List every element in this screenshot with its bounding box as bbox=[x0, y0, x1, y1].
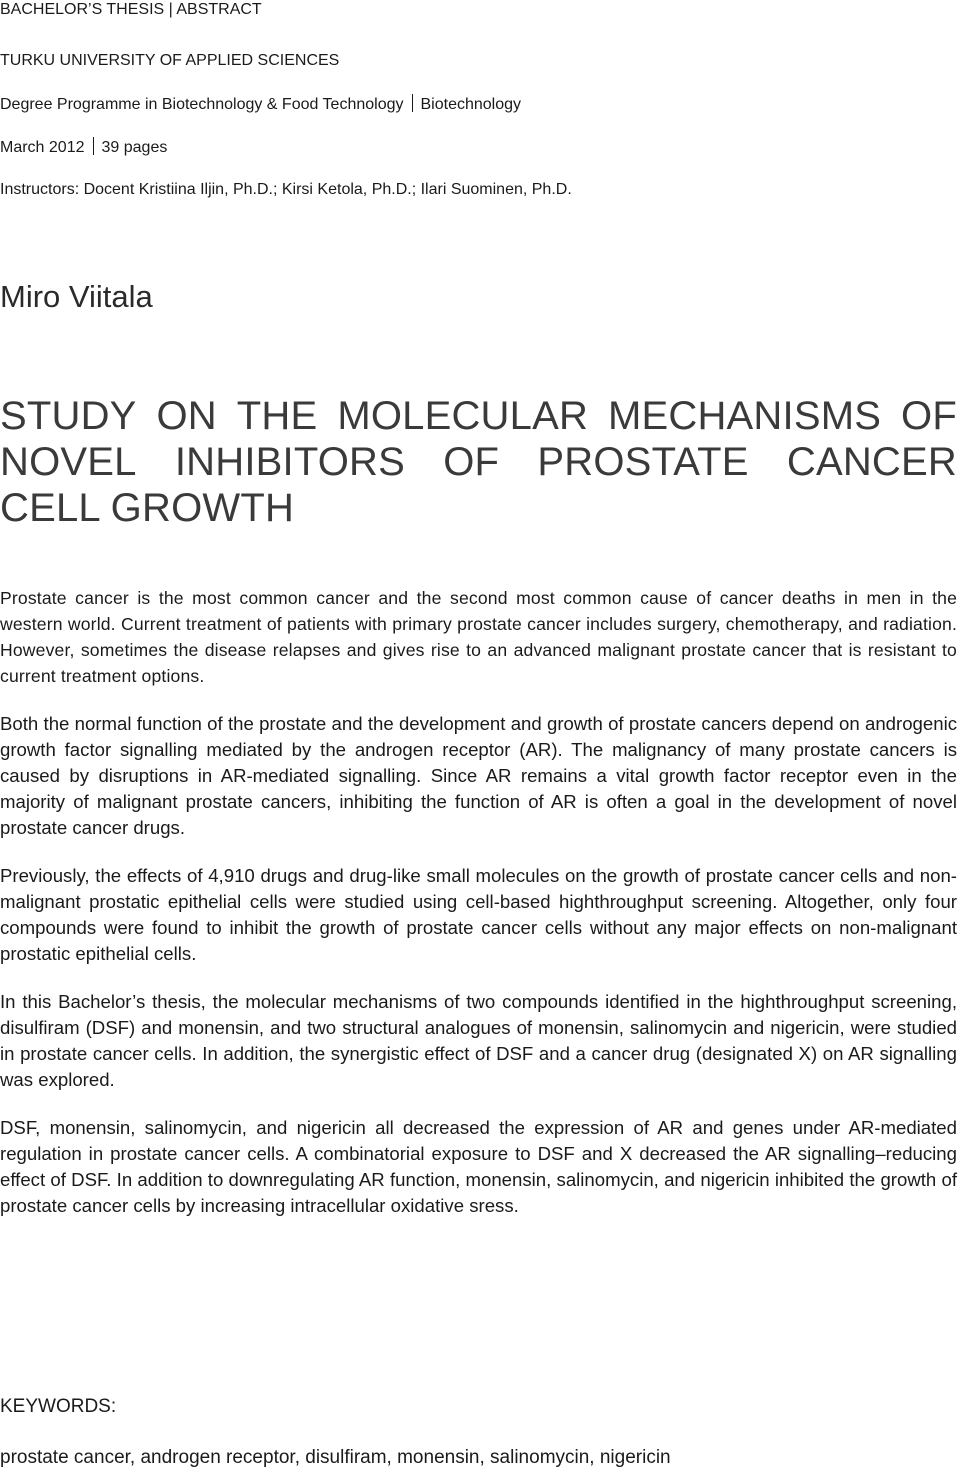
title-word: INHIBITORS bbox=[174, 440, 406, 484]
title-line-2 bbox=[0, 439, 957, 485]
instructors: Instructors: Docent Kristiina Iljin, Ph.D.; Kirsi Ketola, Ph.D.; Ilari Suominen, Ph.D. bbox=[0, 181, 572, 198]
abstract-paragraph-2: Both the normal function of the prostate and the development and growth of prostate cancers depend on androgenic growth factor signalling mediated by the androgen receptor (AR). The malignancy of many prostate cancers is caused by disruptions in AR-mediated signalling. Since AR remains a vital growth factor receptor even in the majority of malignant prostate cancers, inhibiting the function of AR is often a goal in the development of novel prostate cancer drugs. bbox=[0, 713, 957, 838]
title-word: ON bbox=[156, 394, 217, 438]
programme-text: Degree Programme in Biotechnology & Food Technology bbox=[0, 96, 404, 113]
title-word: OF bbox=[901, 394, 957, 438]
university-name: TURKU UNIVERSITY OF APPLIED SCIENCES bbox=[0, 52, 340, 69]
pages-text: 39 pages bbox=[101, 139, 168, 156]
keywords-list: prostate cancer, androgen receptor, disulfiram, monensin, salinomycin, nigericin bbox=[0, 1447, 671, 1468]
title-word: OF bbox=[443, 440, 500, 484]
date-text: March 2012 bbox=[0, 139, 85, 156]
title-word: STUDY bbox=[0, 394, 137, 438]
title-word: CANCER bbox=[786, 440, 957, 484]
doc-type-text: BACHELOR’S THESIS | ABSTRACT bbox=[0, 1, 262, 18]
separator bbox=[93, 137, 94, 155]
title-word: PROSTATE bbox=[537, 440, 749, 484]
abstract-paragraph-5: DSF, monensin, salinomycin, and nigericin all decreased the expression of AR and genes under AR-mediated regulation in prostate cancer cells. A combinatorial exposure to DSF and X decreased the AR signalling–reducing effect of DSF. In addition to downregulating AR function, monensin, salinomycin, and nigericin inhibited the growth of prostate cancer cells by increasing intracellular oxidative sress. bbox=[0, 1117, 957, 1216]
abstract-paragraph-3: Previously, the effects of 4,910 drugs and drug-like small molecules on the growth of prostate cancer cells and non-malignant prostatic epithelial cells were studied using cell-based highthroughput screening. Altogether, only four compounds were found to inhibit the growth of prostate cancer cells without any major effects on non-malignant prostatic epithelial cells. bbox=[0, 865, 957, 964]
title-word: THE bbox=[236, 394, 318, 438]
specialisation-text: Biotechnology bbox=[420, 96, 522, 113]
date-pages bbox=[0, 137, 167, 158]
separator bbox=[412, 94, 413, 112]
title-line-1 bbox=[0, 393, 957, 439]
abstract-paragraph-1: Prostate cancer is the most common cancer and the second most common cause of cancer deaths in men in the western world. Current treatment of patients with primary prostate cancer includes surgery, chemotherapy, and radiation. However, sometimes the disease relapses and gives rise to an advanced malignant prostate cancer that is resistant to current treatment options. bbox=[0, 588, 957, 686]
document-type bbox=[0, 0, 262, 20]
author-name: Miro Viitala bbox=[0, 279, 153, 314]
abstract-body bbox=[0, 585, 957, 1241]
title-word: NOVEL bbox=[0, 440, 137, 484]
keywords-label: KEYWORDS: bbox=[0, 1396, 117, 1417]
title-word: MECHANISMS bbox=[607, 394, 882, 438]
title-line-3: CELL GROWTH bbox=[0, 486, 295, 530]
degree-programme bbox=[0, 94, 521, 115]
thesis-title bbox=[0, 393, 960, 531]
title-word: MOLECULAR bbox=[337, 394, 589, 438]
abstract-paragraph-4: In this Bachelor’s thesis, the molecular mechanisms of two compounds identified in the highthroughput screening, disulfiram (DSF) and monensin, and two structural analogues of monensin, salinomycin and nigericin, were studied in prostate cancer cells. In addition, the synergistic effect of DSF and a cancer drug (designated X) on AR signalling was explored. bbox=[0, 991, 957, 1090]
